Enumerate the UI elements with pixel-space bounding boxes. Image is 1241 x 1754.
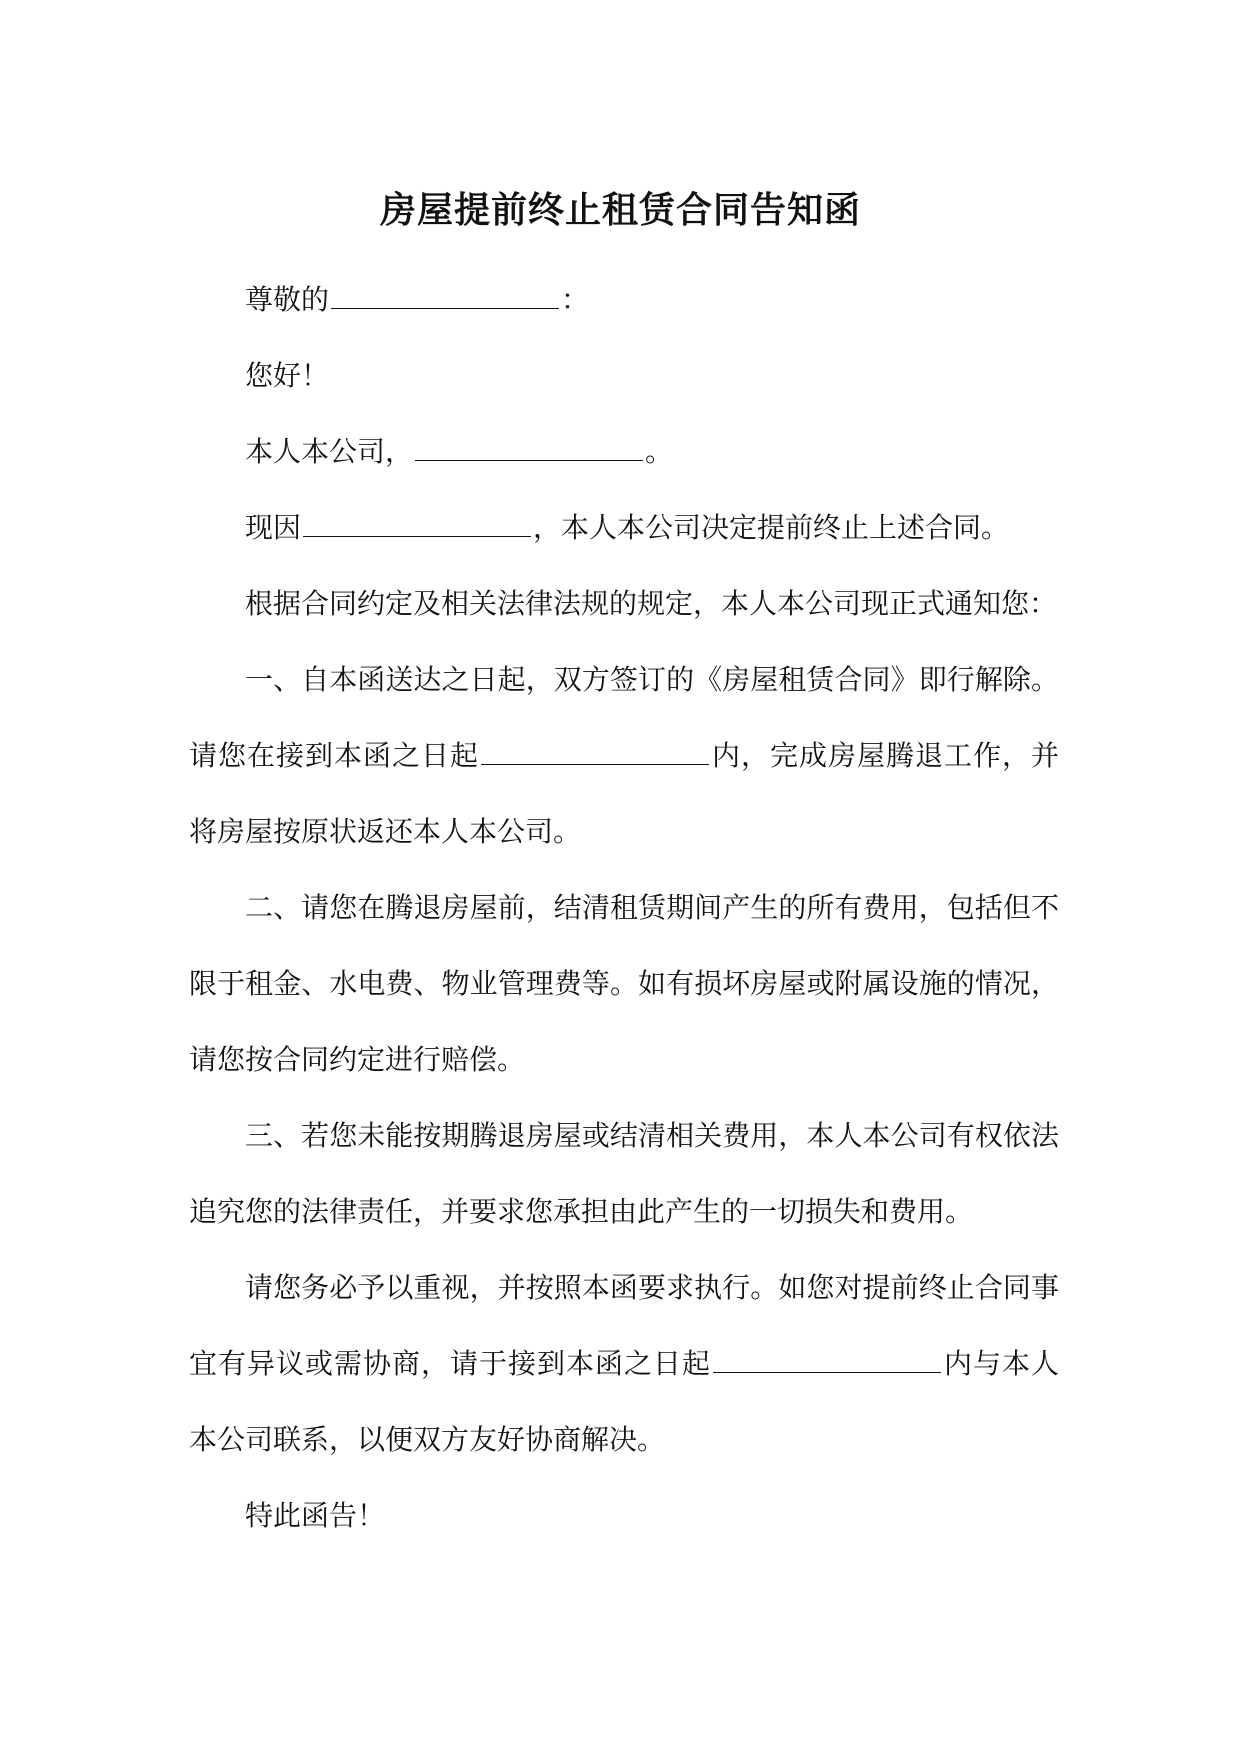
- recipient-blank: [331, 282, 559, 309]
- item3-paragraph: 三、若您未能按期腾退房屋或结清相关费用，本人本公司有权依法追究您的法律责任，并要求您承担由此产生的一切损失和费用。: [189, 1119, 1059, 1228]
- greeting-prefix: 尊敬的: [245, 283, 330, 316]
- closing-line: 特此函告！: [245, 1499, 386, 1532]
- reason-blank: [303, 510, 531, 537]
- reason-suffix: ，本人本公司决定提前终止上述合同。: [533, 511, 1010, 544]
- request-blank: [713, 1346, 941, 1373]
- document-title: 房屋提前终止租赁合同告知函: [379, 189, 861, 231]
- hello-line: 您好！: [245, 359, 330, 392]
- item1-prefix: 一、自本函送达之日起，双方签订的《房屋租赁合同》即行解除。请您在接到本函之日起: [189, 663, 1059, 772]
- intro-paragraph: [189, 414, 1059, 490]
- reason-prefix: 现因: [245, 511, 302, 544]
- basis-paragraph: 根据合同约定及相关法律法规的规定，本人本公司现正式通知您：: [245, 587, 1058, 620]
- item1-suffix: 内，完成房屋腾退工作，并将房屋按原状返还本人本公司。: [189, 739, 1059, 848]
- greeting-suffix: ：: [561, 283, 590, 316]
- document-body: [189, 262, 1059, 1554]
- request-prefix: 请您务必予以重视，并按照本函要求执行。如您对提前终止合同事宜有异议或需协商，请于接到本函之日起: [189, 1271, 1059, 1380]
- greeting-line: [189, 262, 1059, 338]
- intro-suffix: 。: [645, 435, 674, 468]
- intro-prefix: 本人本公司，: [245, 435, 414, 468]
- request-suffix: 内与本人本公司联系，以便双方友好协商解决。: [189, 1347, 1059, 1456]
- item1-paragraph: [189, 642, 1059, 870]
- item2-paragraph: 二、请您在腾退房屋前，结清租赁期间产生的所有费用，包括但不限于租金、水电费、物业管理费等。如有损坏房屋或附属设施的情况，请您按合同约定进行赔偿。: [189, 891, 1059, 1076]
- item1-blank: [481, 738, 709, 765]
- intro-blank: [415, 434, 643, 461]
- request-paragraph: [189, 1250, 1059, 1478]
- reason-paragraph: [189, 490, 1059, 566]
